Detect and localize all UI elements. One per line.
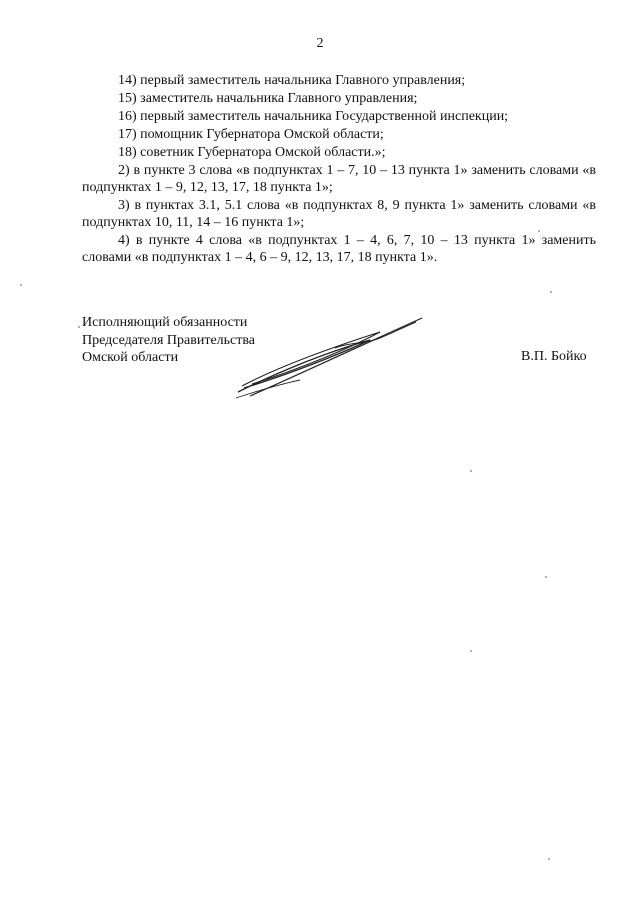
scan-speck bbox=[78, 326, 80, 328]
signatory-name: В.П. Бойко bbox=[521, 349, 587, 364]
scan-speck bbox=[470, 470, 472, 472]
list-item: 18) советник Губернатора Омской области.»; bbox=[118, 145, 386, 160]
scan-speck bbox=[470, 650, 472, 652]
page-number: 2 bbox=[316, 36, 324, 51]
amendment-paragraph: 2) в пункте 3 слова «в подпунктах 1 – 7, 10 – 13 пункта 1» заменить словами «в подпунктах 1 – 9, 12, 13, 17, 18 пункта 1»; bbox=[82, 163, 596, 195]
signatory-title-line: Омской области bbox=[82, 350, 179, 365]
list-item: 17) помощник Губернатора Омской области; bbox=[118, 127, 384, 142]
scan-speck bbox=[545, 576, 547, 578]
list-item: 15) заместитель начальника Главного управления; bbox=[118, 91, 418, 106]
handwritten-signature bbox=[230, 314, 430, 400]
list-item: 16) первый заместитель начальника Государственной инспекции; bbox=[118, 109, 509, 124]
scan-speck bbox=[548, 858, 550, 860]
scan-speck bbox=[550, 291, 552, 293]
document-body bbox=[82, 72, 596, 267]
scan-speck bbox=[538, 230, 540, 232]
signatory-title-line: Исполняющий обязанности bbox=[82, 315, 248, 330]
list-item: 14) первый заместитель начальника Главного управления; bbox=[118, 73, 466, 88]
amendment-paragraph: 3) в пунктах 3.1, 5.1 слова «в подпунктах 8, 9 пункта 1» заменить словами «в подпунктах 10, 11, 14 – 16 пункта 1»; bbox=[82, 198, 596, 230]
scan-speck bbox=[20, 284, 22, 286]
amendment-paragraph: 4) в пункте 4 слова «в подпунктах 1 – 4, 6, 7, 10 – 13 пункта 1» заменить словами «в подпунктах 1 – 4, 6 – 9, 12, 13, 17, 18 пункта 1». bbox=[82, 233, 596, 265]
signatory-title-line: Председателя Правительства bbox=[82, 332, 256, 348]
